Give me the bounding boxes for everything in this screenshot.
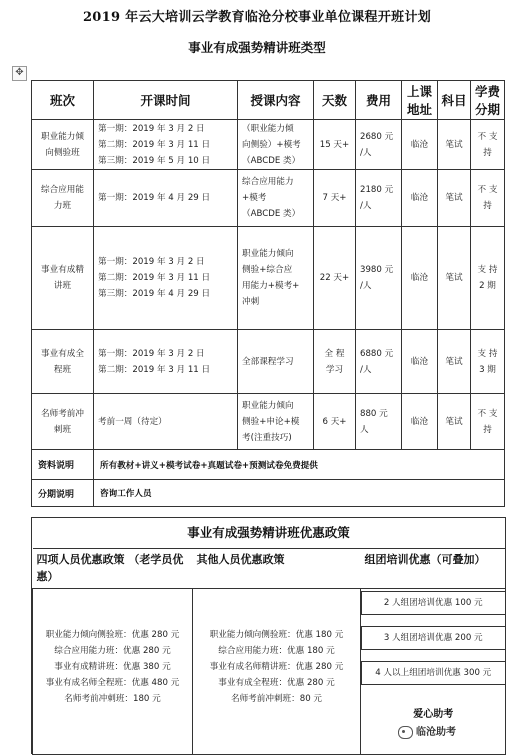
course-time-line: 第一期：2019 年 3 月 2 日 <box>98 257 205 267</box>
course-fee-line: /人 <box>360 147 372 158</box>
course-name-line: 综合应用能 <box>41 185 84 195</box>
document-subtitle: 事业有成强势精讲班类型 <box>188 40 326 55</box>
policy-header-row <box>33 549 506 589</box>
course-content-line: 职业能力倾向 <box>242 249 294 259</box>
course-content <box>238 170 314 227</box>
course-subject: 笔试 <box>438 170 471 227</box>
course-content-line: 用能力+模考+ <box>242 281 300 291</box>
course-fee <box>356 170 402 227</box>
course-address: 临沧 <box>402 330 438 394</box>
course-fee-line: 2180 元 <box>360 185 394 195</box>
course-content-line: （职业能力倾 <box>242 123 294 134</box>
course-content-line: 冲刺 <box>242 297 260 307</box>
course-installment-line: 持 <box>483 201 492 211</box>
course-installment <box>471 330 505 394</box>
course-schedule-table <box>31 80 505 507</box>
course-content-line: 考(注重技巧) <box>242 432 292 443</box>
policy-col2-item: 综合应用能力班：优惠 180 元 <box>218 646 335 656</box>
course-content-line: 侧验+综合应 <box>242 265 293 275</box>
wechat-logo-icon <box>398 726 413 739</box>
policy-col2-list <box>193 589 361 755</box>
course-days <box>314 227 356 330</box>
course-fee <box>356 227 402 330</box>
course-name <box>32 227 94 330</box>
course-time-line: 考前一周（待定） <box>98 416 167 427</box>
course-name <box>32 394 94 450</box>
course-time <box>94 330 238 394</box>
batch-row <box>32 480 505 507</box>
course-name-line: 力班 <box>53 201 72 211</box>
policy-col1-item: 职业能力倾向侧验班：优惠 280 元 <box>45 630 180 640</box>
course-content-line: 综合应用能力 <box>242 177 294 187</box>
header-address: 上课地址 <box>402 81 438 120</box>
course-installment-line: 不 支 <box>477 408 498 419</box>
course-name <box>32 170 94 227</box>
course-subject: 笔试 <box>438 120 471 170</box>
header-days: 天数 <box>314 81 356 120</box>
course-days-line: 7 天+ <box>322 193 347 203</box>
course-installment-line: 持 <box>483 424 492 435</box>
policy-title: 事业有成强势精讲班优惠政策 <box>187 525 350 540</box>
table-header-row <box>32 81 505 120</box>
course-fee-line: 2680 元 <box>360 131 394 142</box>
course-time <box>94 170 238 227</box>
course-content-line: （ABCDE 类） <box>242 155 301 166</box>
course-fee-line: /人 <box>360 281 372 291</box>
course-time-line: 第二期：2019 年 3 月 11 日 <box>98 364 211 375</box>
course-installment-line: 3 期 <box>479 364 496 375</box>
course-time <box>94 227 238 330</box>
policy-col3-head: 组团培训优惠（可叠加） <box>361 549 506 589</box>
course-subject: 笔试 <box>438 227 471 330</box>
course-fee-line: /人 <box>360 364 372 375</box>
course-name <box>32 330 94 394</box>
course-days <box>314 330 356 394</box>
course-days-line: 6 天+ <box>322 416 347 427</box>
course-subject: 笔试 <box>438 394 471 450</box>
course-time-line: 第一期：2019 年 3 月 2 日 <box>98 123 205 134</box>
course-content <box>238 227 314 330</box>
table-row <box>32 394 505 450</box>
group-discount-item: 4 人以上组团培训优惠 300 元 <box>361 661 506 685</box>
course-content <box>238 394 314 450</box>
policy-col2-item: 名师考前冲刺班：80 元 <box>230 694 322 704</box>
discount-policy-section <box>31 517 506 754</box>
course-name-line: 讲班 <box>53 281 72 291</box>
course-fee <box>356 394 402 450</box>
policy-col1-item: 事业有成精讲班：优惠 380 元 <box>54 662 171 672</box>
course-name-line: 事业有成精 <box>41 265 84 275</box>
group-discount-item: 2 人组团培训优惠 100 元 <box>361 591 506 615</box>
header-fee: 费用 <box>356 81 402 120</box>
batch-text: 咨询工作人员 <box>94 480 505 507</box>
course-address: 临沧 <box>402 170 438 227</box>
table-move-handle-icon[interactable]: ✥ <box>12 66 27 81</box>
course-days <box>314 120 356 170</box>
table-row <box>32 170 505 227</box>
course-fee-line: /人 <box>360 201 372 211</box>
course-fee <box>356 330 402 394</box>
course-days-line: 学习 <box>325 364 344 375</box>
group-discount-item: 3 人组团培训优惠 200 元 <box>361 626 506 650</box>
course-time <box>94 120 238 170</box>
course-time-line: 第一期：2019 年 4 月 29 日 <box>98 193 211 203</box>
policy-col2-item: 事业有成名师精讲班：优惠 280 元 <box>209 662 344 672</box>
course-installment-line: 支 持 <box>477 265 498 275</box>
policy-col1-item: 名师考前冲刺班：180 元 <box>64 694 161 704</box>
table-row <box>32 120 505 170</box>
course-fee-line: 人 <box>360 424 369 435</box>
policy-col1-item: 事业有成名师全程班：优惠 480 元 <box>45 678 180 688</box>
course-content <box>238 330 314 394</box>
header-content: 授课内容 <box>238 81 314 120</box>
course-subject: 笔试 <box>438 330 471 394</box>
course-time-line: 第一期：2019 年 3 月 2 日 <box>98 348 205 359</box>
course-address: 临沧 <box>402 394 438 450</box>
course-time-line: 第三期：2019 年 4 月 29 日 <box>98 289 211 299</box>
table-row <box>32 227 505 330</box>
course-time-line: 第二期：2019 年 3 月 11 日 <box>98 139 211 150</box>
course-time-line: 第二期：2019 年 3 月 11 日 <box>98 273 211 283</box>
course-content-line: 侧验+申论+模 <box>242 416 300 427</box>
course-name <box>32 120 94 170</box>
course-installment-line: 不 支 <box>477 131 498 142</box>
header-class: 班次 <box>32 81 94 120</box>
policy-col1-head: 四项人员优惠政策 （老学员优惠） <box>33 549 193 589</box>
policy-col1-list <box>33 589 193 755</box>
course-content <box>238 120 314 170</box>
course-content-line: （ABCDE 类） <box>242 209 301 219</box>
course-content-line: 向侧验）+模考 <box>242 139 301 150</box>
course-installment-line: 2 期 <box>479 281 496 291</box>
materials-text: 所有教材+讲义+模考试卷+真题试卷+预测试卷免费提供 <box>94 450 505 480</box>
course-content-line: +模考 <box>242 193 267 203</box>
course-time <box>94 394 238 450</box>
course-installment-line: 支 持 <box>477 348 498 359</box>
policy-col2-head: 其他人员优惠政策 <box>193 549 361 589</box>
course-name-line: 名师考前冲 <box>41 408 84 419</box>
course-installment <box>471 170 505 227</box>
course-installment <box>471 394 505 450</box>
course-name-line: 职业能力倾 <box>41 131 84 142</box>
course-address: 临沧 <box>402 227 438 330</box>
course-fee-line: 880 元 <box>360 408 388 419</box>
course-days-line: 全 程 <box>324 348 345 359</box>
course-installment-line: 不 支 <box>477 185 498 195</box>
course-name-line: 程班 <box>53 364 72 375</box>
course-address: 临沧 <box>402 120 438 170</box>
policy-col2-item: 职业能力倾向侧验班：优惠 180 元 <box>209 630 344 640</box>
header-installment: 学费分期 <box>471 81 505 120</box>
header-subject: 科目 <box>438 81 471 120</box>
course-name-line: 刺班 <box>53 424 72 435</box>
course-fee <box>356 120 402 170</box>
policy-col2-item: 事业有成全程班：优惠 280 元 <box>218 678 335 688</box>
course-installment <box>471 227 505 330</box>
course-installment <box>471 120 505 170</box>
policy-footer-text: 爱心助考 <box>413 709 454 720</box>
course-days <box>314 394 356 450</box>
document-title: 2019 年云大培训云学教育临沧分校事业单位课程开班计划 <box>82 10 432 25</box>
course-days-line: 22 天+ <box>319 273 350 283</box>
materials-label: 资料说明 <box>32 450 94 480</box>
course-name-line: 事业有成全 <box>41 348 84 359</box>
watermark-text: 临沧助考 <box>416 727 456 738</box>
course-time-line: 第三期：2019 年 5 月 10 日 <box>98 155 211 166</box>
course-content-line: 全部课程学习 <box>242 356 294 367</box>
course-days <box>314 170 356 227</box>
course-days-line: 15 天+ <box>319 139 350 150</box>
course-installment-line: 持 <box>483 147 492 158</box>
course-name-line: 向侧验班 <box>45 147 80 158</box>
policy-col1-item: 综合应用能力班：优惠 280 元 <box>54 646 171 656</box>
table-row <box>32 330 505 394</box>
course-fee-line: 3980 元 <box>360 265 394 275</box>
batch-label: 分期说明 <box>32 480 94 507</box>
course-content-line: 职业能力倾向 <box>242 400 294 411</box>
materials-row <box>32 450 505 480</box>
header-start-time: 开课时间 <box>94 81 238 120</box>
watermark <box>398 723 456 739</box>
course-fee-line: 6880 元 <box>360 348 394 359</box>
